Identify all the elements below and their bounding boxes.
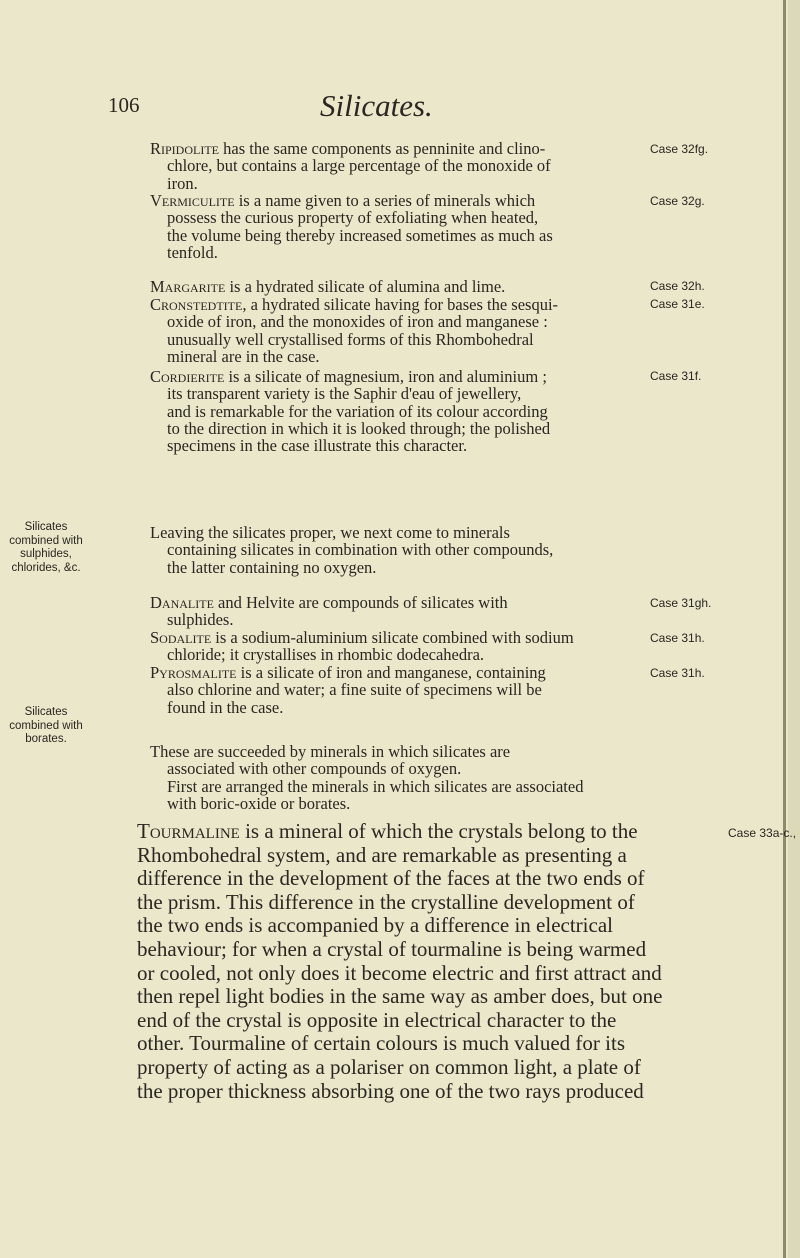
line-text: iron. — [167, 173, 198, 193]
text-line — [150, 244, 553, 261]
text-line — [150, 778, 583, 795]
paragraph — [150, 368, 550, 454]
paragraph — [150, 192, 553, 261]
paragraph — [150, 278, 505, 295]
text-line — [150, 541, 553, 558]
line-text: associated with other compounds of oxygen. — [167, 759, 462, 779]
text-line — [150, 664, 546, 681]
page-number: 106 — [108, 93, 140, 117]
line-text: containing silicates in combination with other compounds, — [167, 540, 554, 560]
paragraph — [150, 594, 508, 629]
line-text: is a silicate of magnesium, iron and aluminium ; — [224, 367, 547, 386]
tourmaline-paragraph — [137, 820, 662, 1103]
line-text: is a hydrated silicate of alumina and lime. — [225, 277, 506, 296]
lead-term: Vermiculite — [150, 191, 235, 210]
lead-term: Cordierite — [150, 367, 225, 386]
text-line: Rhombohedral system, and are remarkable as presenting a — [137, 842, 627, 867]
line-text: the volume being thereby increased sometimes as much as — [167, 225, 553, 245]
text-line — [150, 760, 583, 777]
text-line: the prism. This difference in the crystalline development of — [137, 889, 635, 914]
lead-term: Pyrosmalite — [150, 663, 237, 682]
line-text: also chlorine and water; a fine suite of specimens will be — [167, 680, 542, 700]
line-text: has the same components as penninite and clino- — [219, 139, 546, 158]
line-text: and Helvite are compounds of silicates with — [213, 593, 508, 612]
text-line: or cooled, not only does it become electric and first attract and — [137, 960, 662, 985]
text-line — [150, 795, 583, 812]
text-line — [150, 437, 550, 454]
page-title: Silicates. — [320, 88, 433, 123]
text-line — [150, 331, 558, 348]
text-line: other. Tourmaline of certain colours is much valued for its — [137, 1031, 626, 1056]
line-text: is a sodium-aluminium silicate combined with sodium — [211, 628, 574, 647]
page-edge — [783, 0, 786, 1258]
case-reference: Case 31h. — [650, 666, 705, 680]
text-line: then repel light bodies in the same way as amber does, but one — [137, 984, 663, 1009]
paragraph — [150, 524, 553, 576]
text-line — [150, 420, 550, 437]
line-text: to the direction in which it is looked through; the polished — [167, 418, 551, 438]
case-reference: Case 32h. — [650, 279, 705, 293]
page-edge-margin — [788, 0, 800, 1258]
line-text: tenfold. — [167, 242, 218, 262]
paragraph — [150, 629, 574, 664]
case-reference: Case 32fg. — [650, 142, 709, 156]
line-text: oxide of iron, and the monoxides of iron and manganese : — [167, 312, 548, 332]
text-line — [150, 313, 558, 330]
text-line — [150, 385, 550, 402]
side-note-sulphides: Silicates combined with sulphides, chlorides, &c. — [9, 521, 83, 574]
text-line — [150, 403, 550, 420]
case-reference: Case 31gh. — [650, 596, 712, 610]
text-line: difference in the development of the faces at the two ends of — [137, 866, 645, 891]
line-text: unusually well crystallised forms of this Rhombohedral — [167, 329, 534, 349]
text-line — [150, 524, 553, 541]
line-text: is a mineral of which the crystals belong to the — [239, 819, 638, 843]
text-line — [150, 192, 553, 209]
text-line — [150, 175, 551, 192]
lead-term: Sodalite — [150, 628, 212, 647]
text-line — [150, 646, 574, 663]
side-note-borates: Silicates combined with borates. — [9, 706, 83, 745]
text-line: the two ends is accompanied by a difference in electrical — [137, 913, 613, 938]
line-text: its transparent variety is the Saphir d'eau of jewellery, — [167, 384, 522, 404]
line-text: , a hydrated silicate having for bases the sesqui- — [242, 295, 559, 314]
line-text: sulphides. — [167, 610, 234, 630]
text-line — [150, 681, 546, 698]
line-text: First are arranged the minerals in which silicates are associated — [167, 776, 584, 796]
line-text: is a name given to a series of minerals which — [234, 191, 536, 210]
lead-term: Danalite — [150, 593, 214, 612]
paragraph — [150, 664, 546, 716]
text-line — [150, 227, 553, 244]
lead-term: Tourmaline — [137, 819, 240, 843]
text-line — [150, 278, 505, 295]
line-text: mineral are in the case. — [167, 346, 320, 366]
text-line: property of acting as a polariser on common light, a plate of — [137, 1054, 641, 1079]
text-line: behaviour; for when a crystal of tourmaline is being warmed — [137, 936, 647, 961]
text-line — [150, 629, 574, 646]
paragraph — [150, 743, 583, 812]
text-line — [150, 559, 553, 576]
lead-term: Margarite — [150, 277, 226, 296]
line-text: is a silicate of iron and manganese, containing — [236, 663, 546, 682]
line-text: with boric-oxide or borates. — [167, 793, 351, 813]
paragraph — [150, 296, 558, 365]
paragraph — [150, 140, 551, 192]
line-text: These are succeeded by minerals in which silicates are — [150, 742, 511, 761]
case-reference: Case 32g. — [650, 194, 705, 208]
text-line — [150, 368, 550, 385]
line-text: the latter containing no oxygen. — [167, 557, 377, 577]
text-line — [150, 140, 551, 157]
lead-term: Cronstedtite — [150, 295, 243, 314]
text-line — [150, 594, 508, 611]
text-line: the proper thickness absorbing one of the two rays produced — [137, 1078, 644, 1103]
text-line — [150, 296, 558, 313]
lead-term: Ripidolite — [150, 139, 219, 158]
line-text: and is remarkable for the variation of its colour according — [167, 401, 548, 421]
text-line — [150, 743, 583, 760]
text-line — [137, 820, 662, 844]
text-line — [150, 157, 551, 174]
line-text: Leaving the silicates proper, we next come to minerals — [150, 523, 510, 542]
line-text: chloride; it crystallises in rhombic dodecahedra. — [167, 645, 485, 665]
text-line — [150, 699, 546, 716]
case-reference: Case 31f. — [650, 369, 702, 383]
line-text: found in the case. — [167, 697, 284, 717]
text-line — [150, 348, 558, 365]
text-line — [150, 209, 553, 226]
line-text: possess the curious property of exfoliating when heated, — [167, 208, 539, 228]
text-line — [150, 611, 508, 628]
case-reference: Case 33a-c., — [728, 826, 797, 840]
text-line: end of the crystal is opposite in electrical character to the — [137, 1007, 617, 1032]
case-reference: Case 31h. — [650, 631, 705, 645]
case-reference: Case 31e. — [650, 297, 705, 311]
line-text: chlore, but contains a large percentage of the monoxide of — [167, 156, 551, 176]
line-text: specimens in the case illustrate this character. — [167, 436, 468, 456]
